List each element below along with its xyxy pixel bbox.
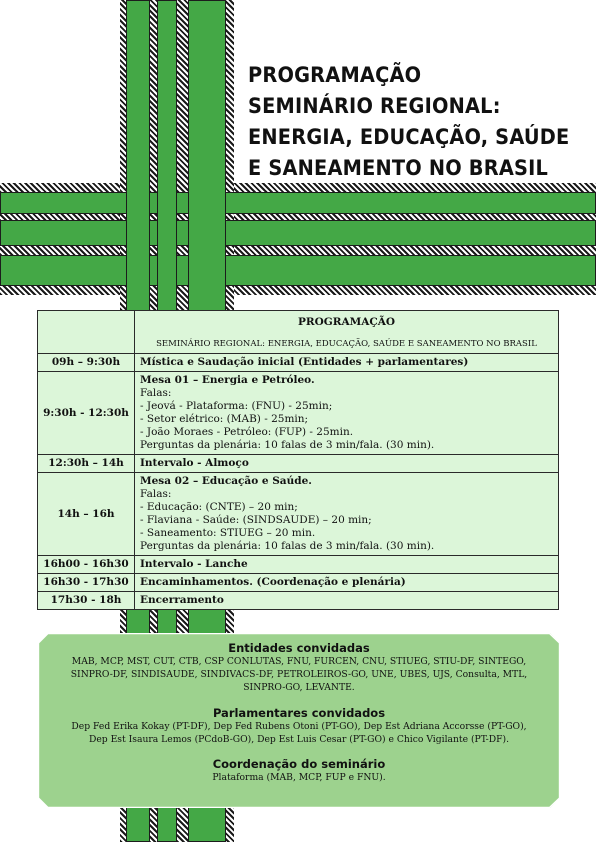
schedule-description [135, 592, 559, 610]
title-line: ENERGIA, EDUCAÇÃO, SAÚDE [248, 125, 570, 150]
entidades-line: SINPRO-DF, SINDISAUDE, SINDIVACS-DF, PETROLEIROS-GO, UNE, UBES, UJS, Consulta, MTL, [70, 669, 528, 680]
title-line: E SANEAMENTO NO BRASIL [248, 156, 549, 181]
schedule-time: 16h00 - 16h30 [38, 556, 135, 574]
parlamentares-line: Dep Fed Erika Kokay (PT-DF), Dep Fed Rubens Otoni (PT-GO), Dep Est Adriana Accorsse (PT-GO), [71, 721, 527, 732]
schedule-time: 09h – 9:30h [38, 354, 135, 372]
schedule-description [135, 473, 559, 556]
schedule-time: 9:30h - 12:30h [38, 372, 135, 455]
schedule-row [38, 556, 559, 574]
title-line: PROGRAMAÇÃO [248, 63, 422, 88]
schedule-description [135, 455, 559, 473]
schedule-row [38, 574, 559, 592]
schedule-line: - Setor elétrico: (MAB) - 25min; [140, 413, 309, 425]
schedule-description [135, 556, 559, 574]
schedule-row [38, 354, 559, 372]
schedule-line: Perguntas da plenária: 10 falas de 3 min/fala. (30 min). [140, 439, 435, 451]
entidades-title: Entidades convidadas [228, 641, 370, 655]
schedule-description [135, 354, 559, 372]
schedule-line: - João Moraes - Petróleo: (FUP) - 25min. [140, 426, 354, 438]
schedule-line: - Jeová - Plataforma: (FNU) - 25min; [140, 400, 333, 412]
header-cell [135, 311, 559, 354]
schedule-header-subtitle: SEMINÁRIO REGIONAL: ENERGIA, EDUCAÇÃO, SAÚDE E SANEAMENTO NO BRASIL [156, 339, 537, 349]
horizontal-stripe [0, 220, 596, 246]
schedule-time: 16h30 - 17h30 [38, 574, 135, 592]
title-line: SEMINÁRIO REGIONAL: [248, 94, 501, 119]
horizontal-stripe [0, 192, 596, 214]
page-title [248, 60, 588, 184]
entidades-line: MAB, MCP, MST, CUT, CTB, CSP CONLUTAS, FNU, FURCEN, CNU, STIUEG, STIU-DF, SINTEGO, [71, 656, 527, 667]
entidades-line: SINPRO-GO, LEVANTE. [243, 682, 355, 693]
schedule-line: Mesa 01 – Energia e Petróleo. [140, 374, 315, 386]
parlamentares-line: Dep Est Isaura Lemos (PCdoB-GO), Dep Est Luis Cesar (PT-GO) e Chico Vigilante (PT-DF). [88, 734, 510, 745]
schedule-line: Encaminhamentos. (Coordenação e plenária) [140, 576, 406, 588]
schedule-header-row [38, 311, 559, 354]
schedule-line: Mística e Saudação inicial (Entidades + parlamentares) [140, 356, 469, 368]
schedule-line: Mesa 02 – Educação e Saúde. [140, 475, 312, 487]
schedule-description [135, 372, 559, 455]
schedule-line: - Flaviana - Saúde: (SINDSAUDE) – 20 min; [140, 514, 372, 526]
schedule-line: Falas: [140, 488, 172, 500]
schedule-line: Falas: [140, 387, 172, 399]
schedule-line: - Saneamento: STIUEG – 20 min. [140, 527, 316, 539]
schedule-line: Perguntas da plenária: 10 falas de 3 min/fala. (30 min). [140, 540, 435, 552]
schedule-line: Intervalo - Almoço [140, 457, 249, 469]
schedule-row [38, 372, 559, 455]
schedule-time: 12:30h – 14h [38, 455, 135, 473]
schedule-time: 17h30 - 18h [38, 592, 135, 610]
schedule-line: - Educação: (CNTE) – 20 min; [140, 501, 298, 513]
schedule-line: Encerramento [140, 594, 224, 606]
info-box [38, 633, 560, 808]
coordenacao-text: Plataforma (MAB, MCP, FUP e FNU). [212, 772, 386, 783]
horizontal-stripe [0, 255, 596, 286]
schedule-description [135, 574, 559, 592]
parlamentares-title: Parlamentares convidados [212, 706, 386, 720]
schedule-row [38, 592, 559, 610]
header-time-cell [38, 311, 135, 354]
schedule-row [38, 473, 559, 556]
coordenacao-title: Coordenação do seminário [212, 757, 386, 771]
schedule-header-title: PROGRAMAÇÃO [297, 316, 396, 328]
schedule-line: Intervalo - Lanche [140, 558, 248, 570]
schedule-time: 14h – 16h [38, 473, 135, 556]
schedule-table [37, 310, 559, 610]
schedule-row [38, 455, 559, 473]
